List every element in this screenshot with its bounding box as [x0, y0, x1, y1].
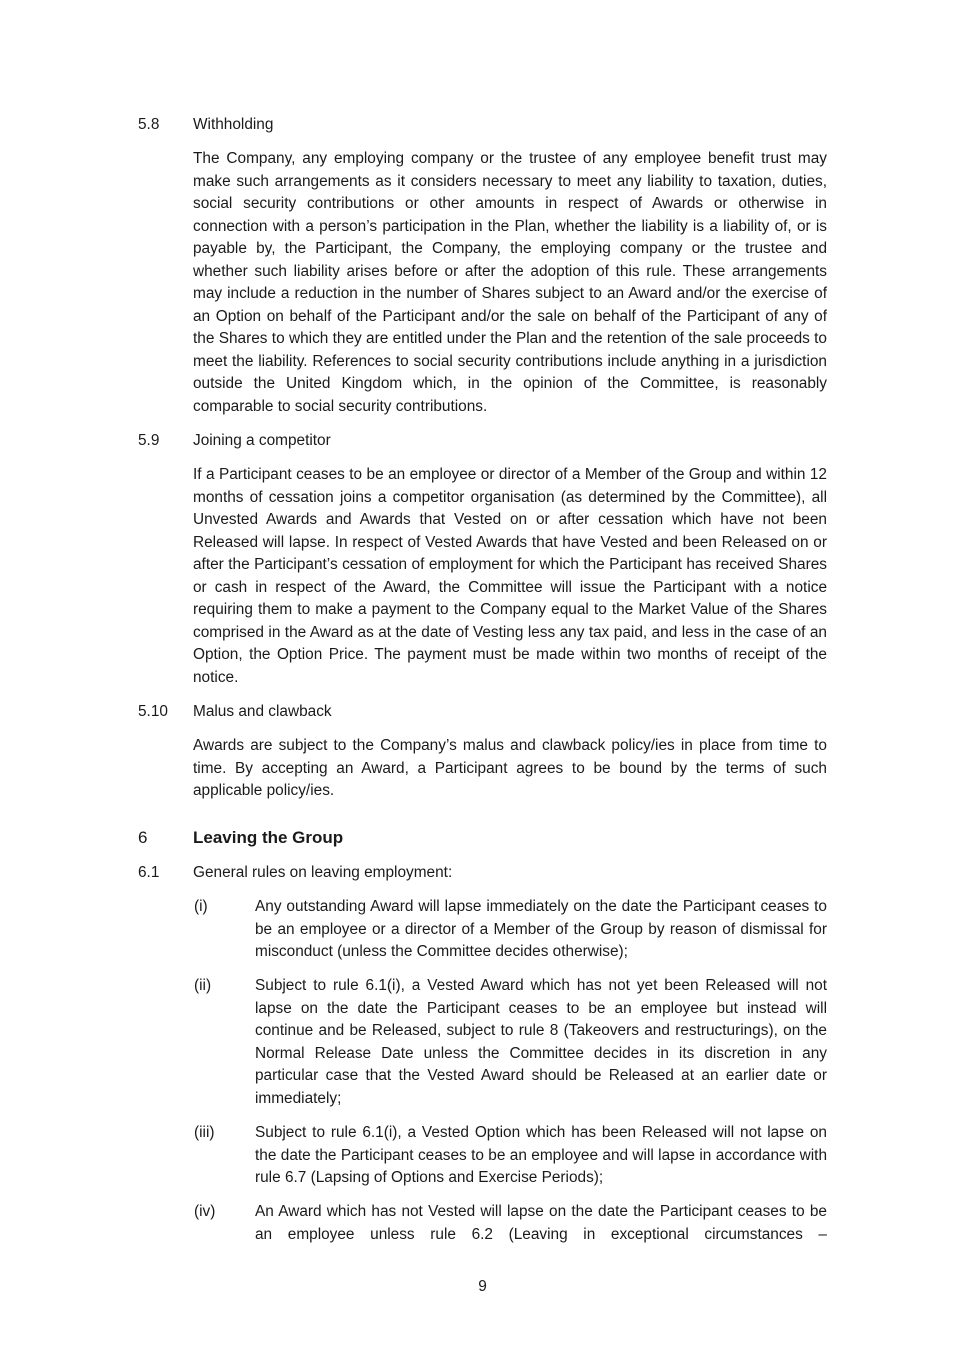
clause-title: General rules on leaving employment:	[193, 864, 453, 881]
list-item-text: Subject to rule 6.1(i), a Vested Award which has not yet been Released will not lapse on the date the Participant ceases to be an employee but instead will continue and be Released, subject to rule 8 (Takeovers and restructurings), on the Normal Release Date unless the Committee decides in its discretion in any particular case that the Vested Award should be Released at an earlier date or immediately;	[255, 977, 827, 1107]
list-item-label: (iii)	[194, 1124, 215, 1141]
clause-number: 5.8	[138, 116, 160, 133]
clause-title: Withholding	[193, 116, 274, 133]
section-number: 6	[138, 828, 148, 847]
clause-title: Malus and clawback	[193, 703, 332, 720]
clause-title: Joining a competitor	[193, 432, 331, 449]
clause-body-5-9: If a Participant ceases to be an employee or director of a Member of the Group and within 12 months of cessation joins a competitor organisation (as determined by the Committee), all Unvested Awards and Awards that Vested on or after cessation which have not been Released will lapse. In respect of Vested Awards that have Vested and been Released on or after the Participant’s cessation of employment for which the Participant has received Shares or cash in respect of the Award, the Committee will issue the Participant with a notice requiring them to make a payment to the Company equal to the Market Value of the Shares comprised in the Award as at the date of Vesting less any tax paid, and less in the case of an Option, the Option Price. The payment must be made within two months of receipt of the notice.	[193, 466, 827, 686]
clause-body-5-10: Awards are subject to the Company’s malus and clawback policy/ies in place from time to time. By accepting an Award, a Participant agrees to be bound by the terms of such applicable policy/ies.	[193, 737, 827, 799]
list-item-text: Subject to rule 6.1(i), a Vested Option which has been Released will not lapse on the date the Participant ceases to be an employee and will lapse in accordance with rule 6.7 (Lapsing of Options and Exercise Periods);	[255, 1124, 827, 1186]
clause-number: 5.10	[138, 703, 168, 720]
clause-body-5-8: The Company, any employing company or the trustee of any employee benefit trust may make such arrangements as it considers necessary to meet any liability to taxation, duties, social security contributions or other amounts in respect of Awards or otherwise in connection with a person’s participation in the Plan, whether the liability is a liability of, or is payable by, the Participant, the Company, the employing company or the trustee and whether such liability arises before or after the adoption of this rule. These arrangements may include a reduction in the number of Shares subject to an Award and/or the exercise of an Option on behalf of the Participant and/or the sale on behalf of the Participant of any of the Shares to which they are entitled under the Plan and the retention of the sale proceeds to meet the liability. References to social security contributions include anything in a jurisdiction outside the United Kingdom which, in the opinion of the Committee, is reasonably comparable to social security contributions.	[193, 150, 827, 415]
list-item-label: (ii)	[194, 977, 212, 994]
list-item-label: (iv)	[194, 1203, 216, 1220]
list-item-text: An Award which has not Vested will lapse on the date the Participant ceases to be an employee unless rule 6.2 (Leaving in exceptional circumstances –	[255, 1203, 827, 1243]
clause-number: 5.9	[138, 432, 160, 449]
list-item-text: Any outstanding Award will lapse immediately on the date the Participant ceases to be an employee or a director of a Member of the Group by reason of dismissal for misconduct (unless the Committee decides otherwise);	[255, 898, 827, 960]
section-title: Leaving the Group	[193, 828, 344, 847]
clause-number: 6.1	[138, 864, 160, 881]
page-number: 9	[478, 1278, 487, 1295]
list-item-label: (i)	[194, 898, 208, 915]
